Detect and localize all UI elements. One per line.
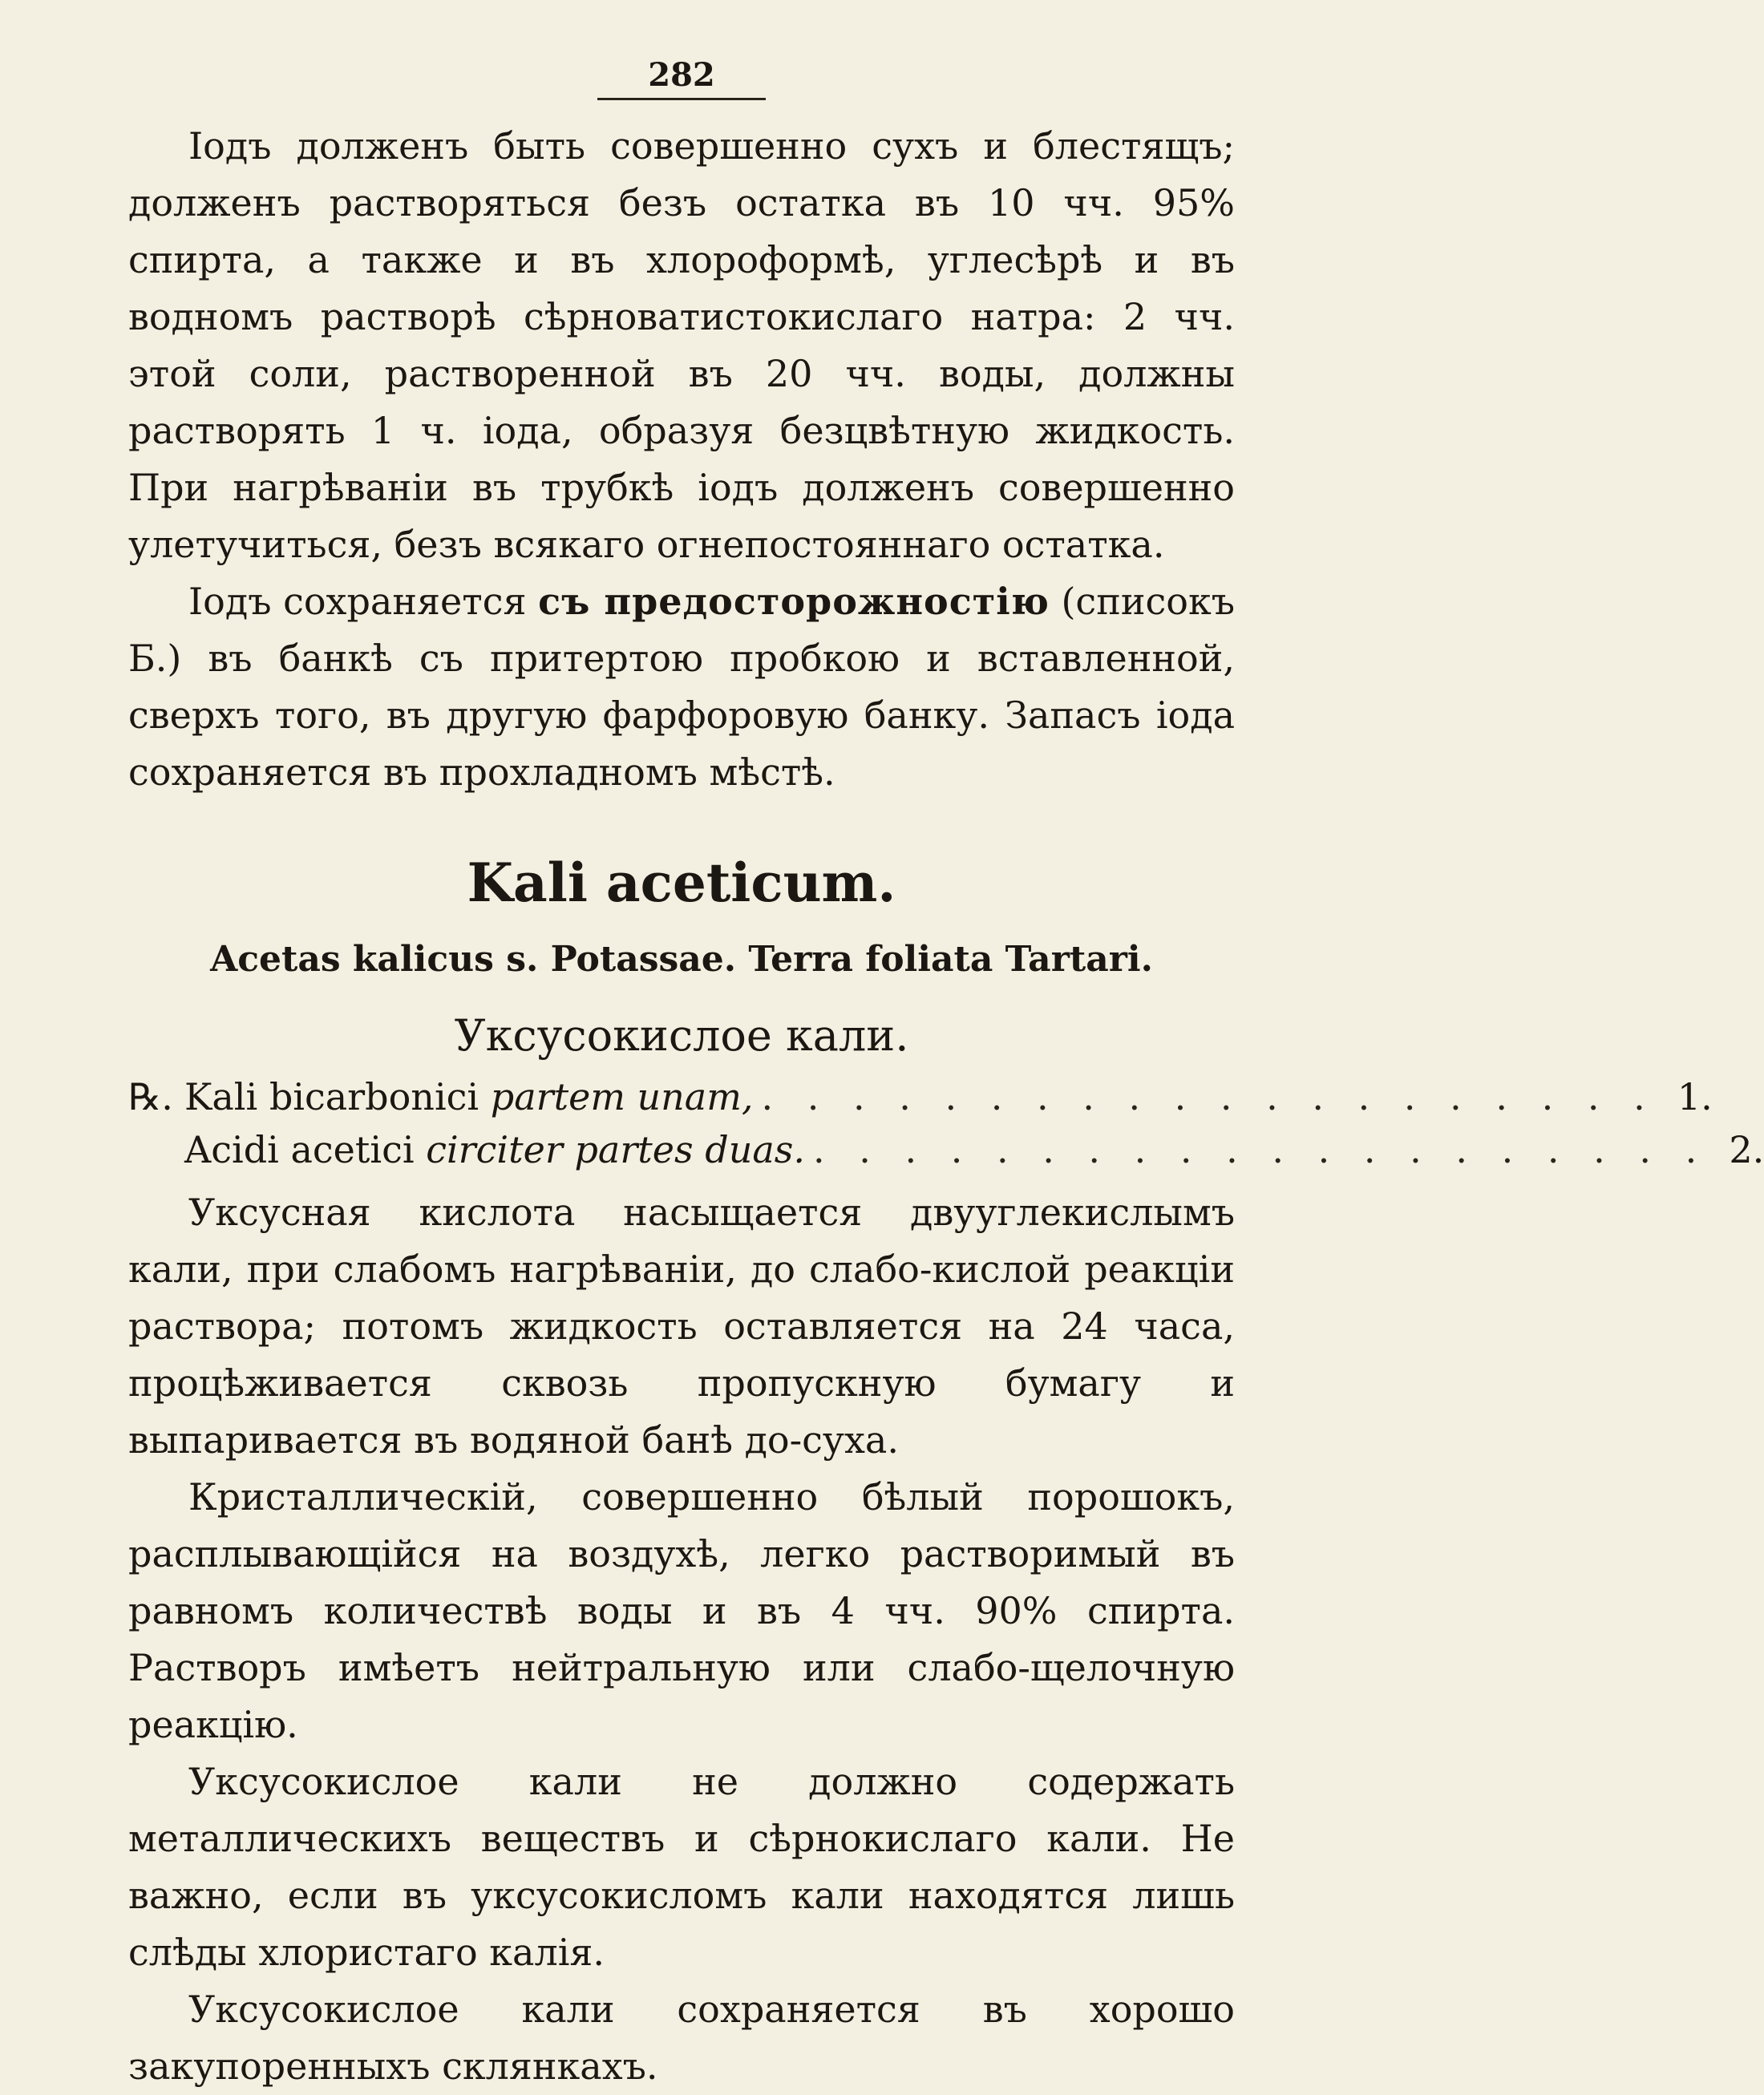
recipe-ingredient-amount: circiter partes duas.	[426, 1128, 805, 1171]
article-title-russian: Уксусокислое кали.	[454, 1010, 909, 1061]
recipe-ingredient-name: Acidi acetici	[184, 1128, 415, 1171]
article-title-latin: Kali aceticum.	[467, 851, 896, 914]
recipe-ingredient-amount: partem unam,	[490, 1075, 754, 1118]
recipe-line	[128, 1123, 1764, 1176]
recipe-line	[128, 1070, 1713, 1123]
page-number: 282	[648, 56, 715, 94]
book-page	[128, 56, 1764, 2095]
iodine-purity-paragraph: Іодъ долженъ быть совершенно сухъ и блестящъ; долженъ растворяться безъ остатка въ 10 чч. 95% спирта, а также и въ хлороформѣ, углесѣрѣ и въ водномъ растворѣ сѣрноватистокислаго натра: 2 чч. этой соли, растворенной въ 20 чч. воды, должны растворять 1 ч. іода, образуя безцвѣтную жидкость. При нагрѣваніи въ трубкѣ іодъ долженъ совершенно улетучиться, безъ всякаго огнепостояннаго остатка.	[128, 124, 1235, 566]
recipe-ingredient	[184, 1070, 753, 1123]
recipe-leader-dots: . . . . . . . . . . . . . . . . . . . .	[761, 1075, 1657, 1118]
recipe-symbol: ℞.	[128, 1075, 173, 1118]
iodine-storage-emphasis: съ предосторожностію	[538, 580, 1050, 623]
preparation-paragraph: Уксусная кислота насыщается двууглекислымъ кали, при слабомъ нагрѣваніи, до слабо-кислой реакціи раствора; потомъ жидкость оставляется на 24 часа, процѣживается сквозь пропускную бумагу и выпаривается въ водяной банѣ до-суха.	[128, 1191, 1235, 1462]
purity-paragraph: Уксусокислое кали не должно содержать металлическихъ веществъ и сѣрнокислаго кали. Не важно, если въ уксусокисломъ кали находятся лишь слѣды хлористаго калія.	[128, 1760, 1235, 1974]
recipe-leader-dots: . . . . . . . . . . . . . . . . . . . .	[812, 1128, 1709, 1171]
recipe-ingredient-name: Kali bicarbonici	[184, 1075, 479, 1118]
description-paragraph: Кристаллическій, совершенно бѣлый порошокъ, расплывающійся на воздухѣ, легко растворимый въ равномъ количествѣ воды и въ 4 чч. 90% спирта. Растворъ имѣетъ нейтральную или слабо-щелочную реакцію.	[128, 1475, 1235, 1746]
iodine-storage-text-start: Іодъ сохраняется	[188, 580, 539, 623]
iodine-storage-paragraph	[128, 573, 1235, 801]
recipe-quantity: 1.	[1677, 1075, 1713, 1118]
recipe-ingredient	[184, 1123, 805, 1176]
recipe	[128, 1070, 1764, 1176]
iodine-storage-text-end: (списокъ Б.) въ банкѣ съ притертою пробкою и вставленной, сверхъ того, въ другую фарфоровую банку. Запасъ іода сохраняется въ прохладномъ мѣстѣ.	[128, 580, 1235, 794]
article-synonyms: Acetas kalicus s. Potassae. Terra foliata Tartari.	[210, 939, 1153, 980]
page-number-rule	[597, 98, 766, 100]
storage-paragraph: Уксусокислое кали сохраняется въ хорошо закупоренныхъ склянкахъ.	[128, 1988, 1235, 2088]
recipe-quantity: 2.	[1729, 1128, 1764, 1171]
